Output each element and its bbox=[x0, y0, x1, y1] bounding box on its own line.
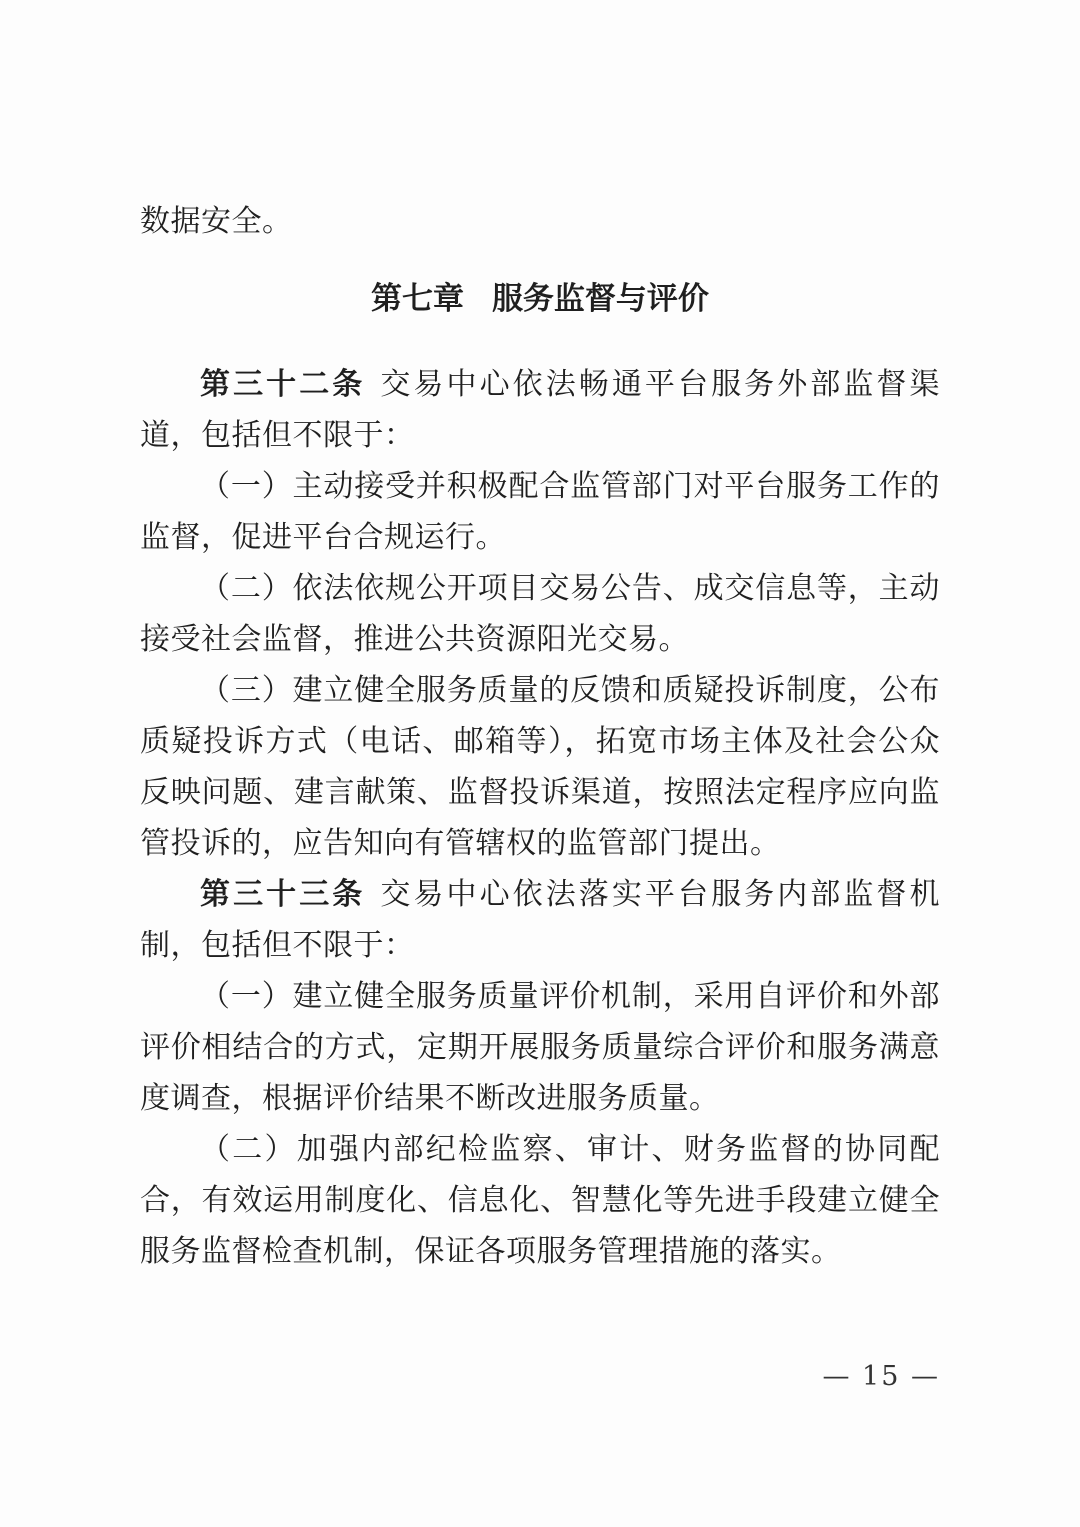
article-33-text: 交易中心依法落实平台服务内部监督机制，包括但不限于： bbox=[140, 877, 941, 963]
chapter-title: 服务监督与评价 bbox=[491, 281, 709, 317]
article-32-number: 第三十二条 bbox=[200, 367, 366, 402]
continuation-paragraph: 数据安全。 bbox=[140, 204, 293, 239]
page-number: — 15 — bbox=[822, 1361, 940, 1392]
article-33-number: 第三十三条 bbox=[200, 877, 366, 912]
article-32-item-2: （二）依法依规公开项目交易公告、成交信息等，主动接受社会监督，推进公共资源阳光交易。 bbox=[140, 571, 940, 657]
article-33-item-1: （一）建立健全服务质量评价机制，采用自评价和外部评价相结合的方式，定期开展服务质量综合评价和服务满意度调查，根据评价结果不断改进服务质量。 bbox=[140, 979, 940, 1116]
article-32-item-1: （一）主动接受并积极配合监管部门对平台服务工作的监督，促进平台合规运行。 bbox=[140, 469, 940, 555]
article-33-item-2: （二）加强内部纪检监察、审计、财务监督的协同配合，有效运用制度化、信息化、智慧化等先进手段建立健全服务监督检查机制，保证各项服务管理措施的落实。 bbox=[140, 1132, 940, 1269]
article-33-opening bbox=[140, 869, 940, 971]
page-content bbox=[140, 196, 940, 1277]
chapter-heading bbox=[140, 274, 940, 325]
article-32-text: 交易中心依法畅通平台服务外部监督渠道，包括但不限于： bbox=[140, 367, 941, 453]
chapter-label: 第七章 bbox=[371, 281, 465, 317]
article-32-item-3: （三）建立健全服务质量的反馈和质疑投诉制度，公布质疑投诉方式（电话、邮箱等），拓宽市场主体及社会公众反映问题、建言献策、监督投诉渠道，按照法定程序应向监管投诉的，应告知向有管辖权的监管部门提出。 bbox=[140, 673, 940, 861]
article-32-opening bbox=[140, 359, 940, 461]
